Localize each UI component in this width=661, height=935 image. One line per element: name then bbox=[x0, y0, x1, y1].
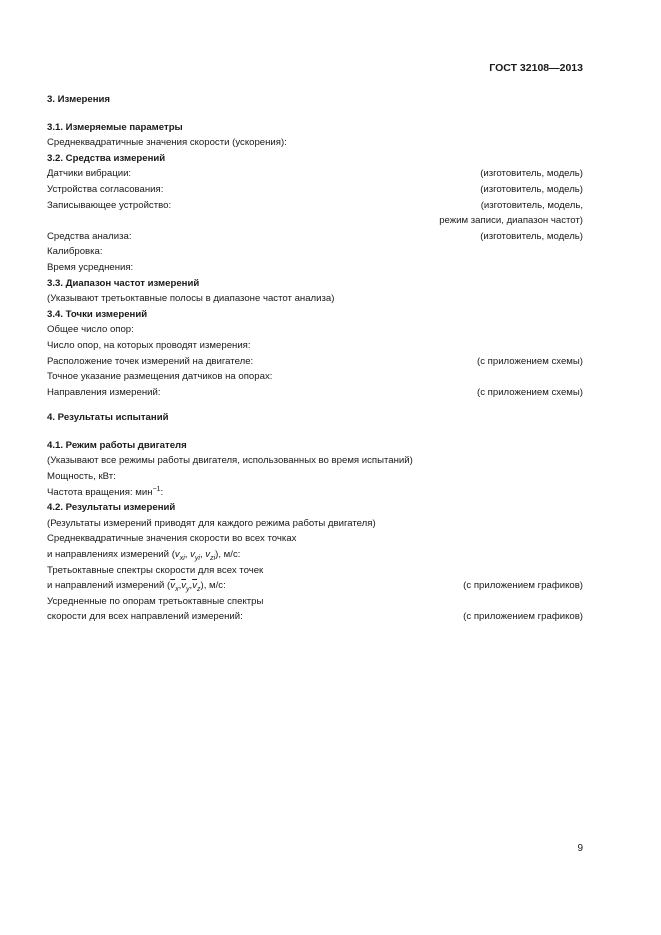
recorder-note-continued: режим записи, диапазон частот) bbox=[439, 215, 583, 227]
section-3-2-title: 3.2. Средства измерений bbox=[47, 152, 166, 164]
averaged-spectra-line-1: Усредненные по опорам третьоктавные спектры bbox=[47, 595, 264, 607]
points-row bbox=[47, 354, 583, 370]
supports-total-line: Общее число опор: bbox=[47, 324, 134, 336]
directions-label: Направления измерений: bbox=[47, 386, 161, 398]
page-number: 9 bbox=[577, 843, 583, 854]
frequency-range-note: (Указывают третьоктавные полосы в диапазоне частот анализа) bbox=[47, 293, 335, 305]
section-3-4-title: 3.4. Точки измерений bbox=[47, 308, 148, 320]
averaging-time-line: Время усреднения: bbox=[47, 261, 134, 273]
rms-values-line: Среднеквадратичные значения скорости (ускорения): bbox=[47, 137, 287, 149]
calibration-line: Калибровка: bbox=[47, 246, 103, 258]
sensors-note: (изготовитель, модель) bbox=[480, 168, 583, 180]
sensors-label: Датчики вибрации: bbox=[47, 168, 132, 180]
rms-results-line-2: и направлениях измерений ($v_{xi}$, $v_{yi}$, $v_{zi}$), м/с: bbox=[47, 549, 241, 562]
engine-modes-note: (Указывают все режимы работы двигателя, использованных во время испытаний) bbox=[47, 455, 413, 467]
analysis-note: (изготовитель, модель) bbox=[480, 230, 583, 242]
directions-row bbox=[47, 385, 583, 401]
results-note: (Результаты измерений приводят для каждого режима работы двигателя) bbox=[47, 517, 376, 529]
rms-results-line-1: Среднеквадратичные значения скорости во всех точках bbox=[47, 533, 297, 545]
third-octave-line-1: Третьоктавные спектры скорости для всех точек bbox=[47, 564, 264, 576]
averaged-spectra-label: скорости для всех направлений измерений: bbox=[47, 611, 243, 623]
graphs-note-1: (с приложением графиков) bbox=[463, 580, 583, 592]
third-octave-row: и направлений измерений $(\overline{v}_x,\overline{v}_y,\overline{v}_z)$, м/с: (с приложением графиков) bbox=[47, 580, 583, 594]
matching-note: (изготовитель, модель) bbox=[480, 183, 583, 195]
recorder-note: (изготовитель, модель, bbox=[480, 199, 583, 211]
recorder-label: Записывающее устройство: bbox=[47, 199, 172, 211]
graphs-note-2: (с приложением графиков) bbox=[463, 611, 583, 623]
document-id: ГОСТ 32108—2013 bbox=[489, 62, 583, 74]
points-note: (с приложением схемы) bbox=[477, 355, 583, 367]
section-3-title: 3. Измерения bbox=[47, 94, 111, 105]
points-label: Расположение точек измерений на двигателе: bbox=[47, 355, 254, 367]
section-4-2-title: 4.2. Результаты измерений bbox=[47, 502, 176, 514]
analysis-label: Средства анализа: bbox=[47, 230, 132, 242]
section-3-3-title: 3.3. Диапазон частот измерений bbox=[47, 277, 200, 289]
document-body bbox=[47, 92, 583, 625]
sensor-placement-line: Точное указание размещения датчиков на опорах: bbox=[47, 371, 273, 383]
speed-line: Частота вращения: мин$^{-1}$: bbox=[47, 485, 164, 498]
analysis-row bbox=[47, 229, 583, 245]
recorder-row bbox=[47, 198, 583, 214]
section-3-1-title: 3.1. Измеряемые параметры bbox=[47, 121, 183, 133]
matching-label: Устройства согласования: bbox=[47, 183, 164, 195]
supports-measured-line: Число опор, на которых проводят измерения: bbox=[47, 339, 251, 351]
section-4-title: 4. Результаты испытаний bbox=[47, 412, 169, 424]
sensors-row bbox=[47, 166, 583, 182]
power-line: Мощность, кВт: bbox=[47, 471, 116, 483]
section-4-1-title: 4.1. Режим работы двигателя bbox=[47, 439, 187, 451]
averaged-spectra-row bbox=[47, 609, 583, 625]
directions-note: (с приложением схемы) bbox=[477, 386, 583, 398]
matching-row bbox=[47, 182, 583, 198]
